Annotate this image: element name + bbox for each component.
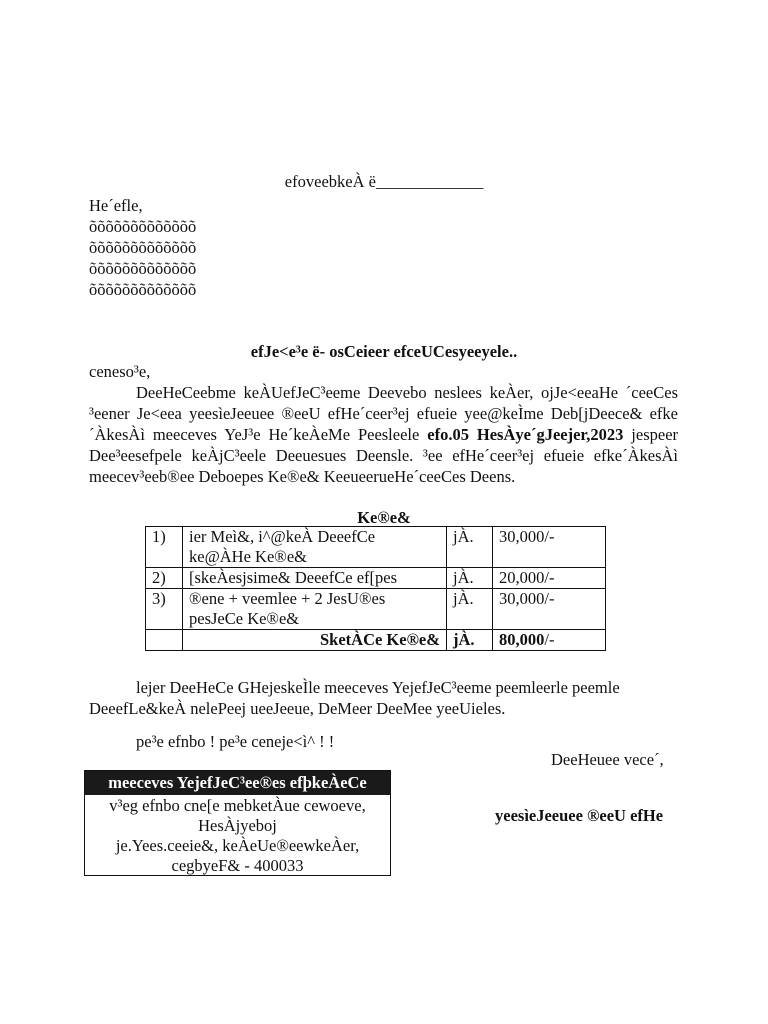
- row-description: ®ene + veemlee + 2 JesU®es pesJeCe Ke®e&: [183, 589, 447, 630]
- address-line: cegbyeF& - 400033: [171, 856, 304, 875]
- row-currency: jÀ.: [447, 568, 493, 589]
- body-paragraph-2: lejer DeeHeCe GHejeskeÌle meeceves YejefJeC³eeme peemleerle peemle DeeefLe&keÀ nelePeej ueeJeeue, DeMeer DeeMee yeeUieles.: [89, 678, 620, 718]
- row-currency: jÀ.: [447, 527, 493, 568]
- total-currency: jÀ.: [447, 630, 493, 651]
- salutation: ceneso³e,: [89, 362, 151, 381]
- table-row: [146, 568, 606, 589]
- venue-box-header: meeceves YejefJeC³ee®es efþkeÀeCe: [85, 771, 390, 795]
- date-line: efoveebkeÀ ë_____________: [284, 172, 484, 191]
- row-description: ier Meì&, i^@keÀ DeeefCe ke@ÀHe Ke®e&: [183, 527, 447, 568]
- total-row: [146, 630, 606, 651]
- row-number: 1): [146, 527, 183, 568]
- total-amount-cell: [493, 630, 606, 651]
- total-amount-suffix: /-: [544, 630, 555, 649]
- event-date: efo.05 HesÀye´gJeejer,2023: [427, 425, 624, 444]
- total-amount: 80,000: [499, 630, 545, 649]
- paragraph-text: jespeer Dee³eesefpele keÀjC³eele Deeuesues Deensle. ³ee efHe´ceer³ej efueie efke´ÀkesÀì meecev³eeb®ee Deboepes Ke®e& KeeueerueHe´ceeCes Deens.: [89, 425, 679, 486]
- address-line: HesÀjyeboj: [198, 816, 277, 835]
- signer-name: yeesìeJeeuee ®eeU efHe: [495, 806, 664, 825]
- subject-line: efJe<e³e ë- osCeieer efceUCesyeeyele..: [250, 342, 518, 361]
- paragraph-text: DeeHeCeebme keÀUefJeC³eeme Deevebo neslees keÀer, ojJe<eeaHe ´ceeCes ³eener Je<eea yeesìeJeeuee ®eeU efHe´ceer³ej efueie yee@keÌme Deb[jDeece& efke´ÀkesÀì meeceves YeJ³e He´keÀeMe Peesleele: [89, 383, 678, 444]
- cost-heading: Ke®e&: [357, 508, 411, 527]
- row-amount: 30,000/-: [493, 589, 606, 630]
- cost-table: [145, 526, 606, 651]
- total-number-cell: [146, 630, 183, 651]
- row-description: [skeÀesjsime& DeeefCe ef[pes: [183, 568, 447, 589]
- recipient-line: õõõõõõõõõõõõõ: [89, 238, 197, 257]
- body-paragraph-1: [89, 382, 678, 487]
- row-amount: 30,000/-: [493, 527, 606, 568]
- row-number: 3): [146, 589, 183, 630]
- venue-box: [84, 770, 391, 876]
- address-line: je.Yees.ceeie&, keÀeUe®eewkeÀer,: [115, 836, 360, 855]
- address-line: v³eg efnbo cne[e mebketÀue cewoeve,: [109, 796, 366, 815]
- closing: DeeHeuee vece´,: [551, 750, 664, 769]
- recipient-line: õõõõõõõõõõõõõ: [89, 280, 197, 299]
- row-number: 2): [146, 568, 183, 589]
- recipient-block: [89, 195, 196, 300]
- row-amount: 20,000/-: [493, 568, 606, 589]
- table-row: [146, 527, 606, 568]
- recipient-line: õõõõõõõõõõõõõ: [89, 217, 197, 236]
- recipient-greeting: He´efle,: [89, 196, 143, 215]
- recipient-line: õõõõõõõõõõõõõ: [89, 259, 197, 278]
- row-currency: jÀ.: [447, 589, 493, 630]
- venue-address: [85, 795, 390, 876]
- slogan-line: pe³e efnbo ! pe³e ceneje<ì^ ! !: [136, 732, 335, 751]
- table-row: [146, 589, 606, 630]
- total-label: SketÀCe Ke®e&: [183, 630, 447, 651]
